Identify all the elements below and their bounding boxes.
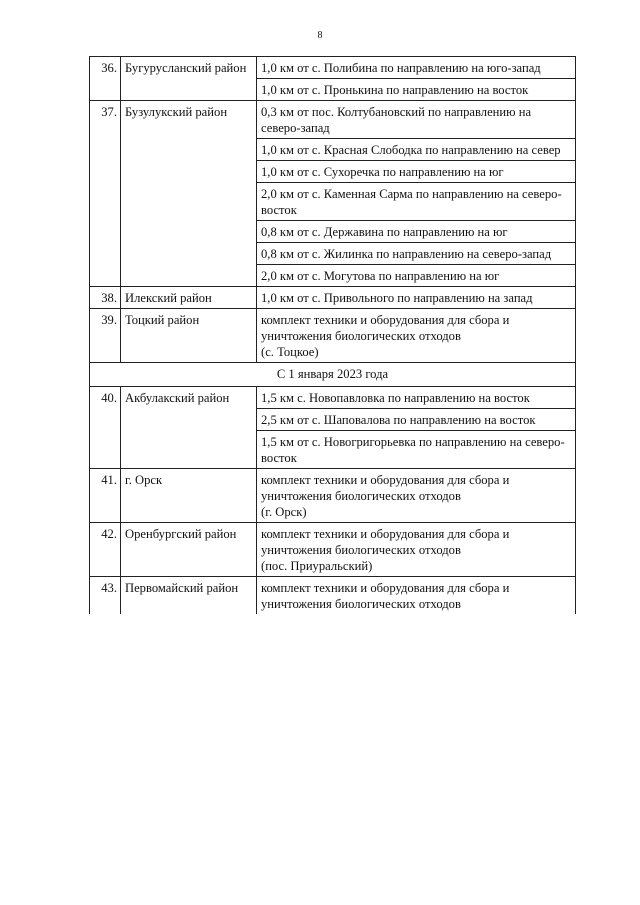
row-number: 38.: [90, 287, 121, 309]
table-row: [90, 387, 576, 409]
district-name: Бузулукский район: [121, 101, 257, 287]
row-number: 37.: [90, 101, 121, 287]
site-location: комплект техники и оборудования для сбора и уничтожения биологических отходов (с. Тоцкое): [257, 309, 576, 363]
district-name: Бугурусланский район: [121, 57, 257, 101]
site-location: комплект техники и оборудования для сбора и уничтожения биологических отходов (пос. Приуральский): [257, 523, 576, 577]
row-number: 43.: [90, 577, 121, 615]
row-number: 40.: [90, 387, 121, 469]
site-location: комплект техники и оборудования для сбора и уничтожения биологических отходов: [257, 577, 576, 615]
disposal-sites-table: [89, 56, 576, 614]
district-name: Оренбургский район: [121, 523, 257, 577]
row-number: 36.: [90, 57, 121, 101]
site-location: комплект техники и оборудования для сбора и уничтожения биологических отходов (г. Орск): [257, 469, 576, 523]
table-row: [90, 469, 576, 523]
row-number: 39.: [90, 309, 121, 363]
site-location: 1,5 км с. Новопавловка по направлению на восток: [257, 387, 576, 409]
row-number: 41.: [90, 469, 121, 523]
site-location: 1,0 км от с. Полибина по направлению на юго-запад: [257, 57, 576, 79]
table-row: [90, 309, 576, 363]
site-location: 0,8 км от с. Жилинка по направлению на северо-запад: [257, 243, 576, 265]
section-heading: С 1 января 2023 года: [90, 363, 576, 387]
site-location: 0,3 км от пос. Колтубановский по направлению на северо-запад: [257, 101, 576, 139]
district-name: Тоцкий район: [121, 309, 257, 363]
site-location: 2,0 км от с. Могутова по направлению на юг: [257, 265, 576, 287]
site-location: 1,0 км от с. Привольного по направлению на запад: [257, 287, 576, 309]
site-location: 2,0 км от с. Каменная Сарма по направлению на северо-восток: [257, 183, 576, 221]
district-name: Первомайский район: [121, 577, 257, 615]
table-row: [90, 577, 576, 615]
site-location: 1,0 км от с. Красная Слободка по направлению на север: [257, 139, 576, 161]
site-location: 1,0 км от с. Сухоречка по направлению на юг: [257, 161, 576, 183]
table-row: [90, 523, 576, 577]
row-number: 42.: [90, 523, 121, 577]
table-row: [90, 287, 576, 309]
site-location: 1,0 км от с. Пронькина по направлению на восток: [257, 79, 576, 101]
site-location: 0,8 км от с. Державина по направлению на юг: [257, 221, 576, 243]
table-row: [90, 101, 576, 139]
table-row: [90, 57, 576, 79]
district-name: г. Орск: [121, 469, 257, 523]
site-location: 2,5 км от с. Шаповалова по направлению на восток: [257, 409, 576, 431]
section-row: [90, 363, 576, 387]
district-name: Акбулакский район: [121, 387, 257, 469]
page-number: 8: [317, 30, 323, 41]
district-name: Илекский район: [121, 287, 257, 309]
site-location: 1,5 км от с. Новогригорьевка по направлению на северо-восток: [257, 431, 576, 469]
